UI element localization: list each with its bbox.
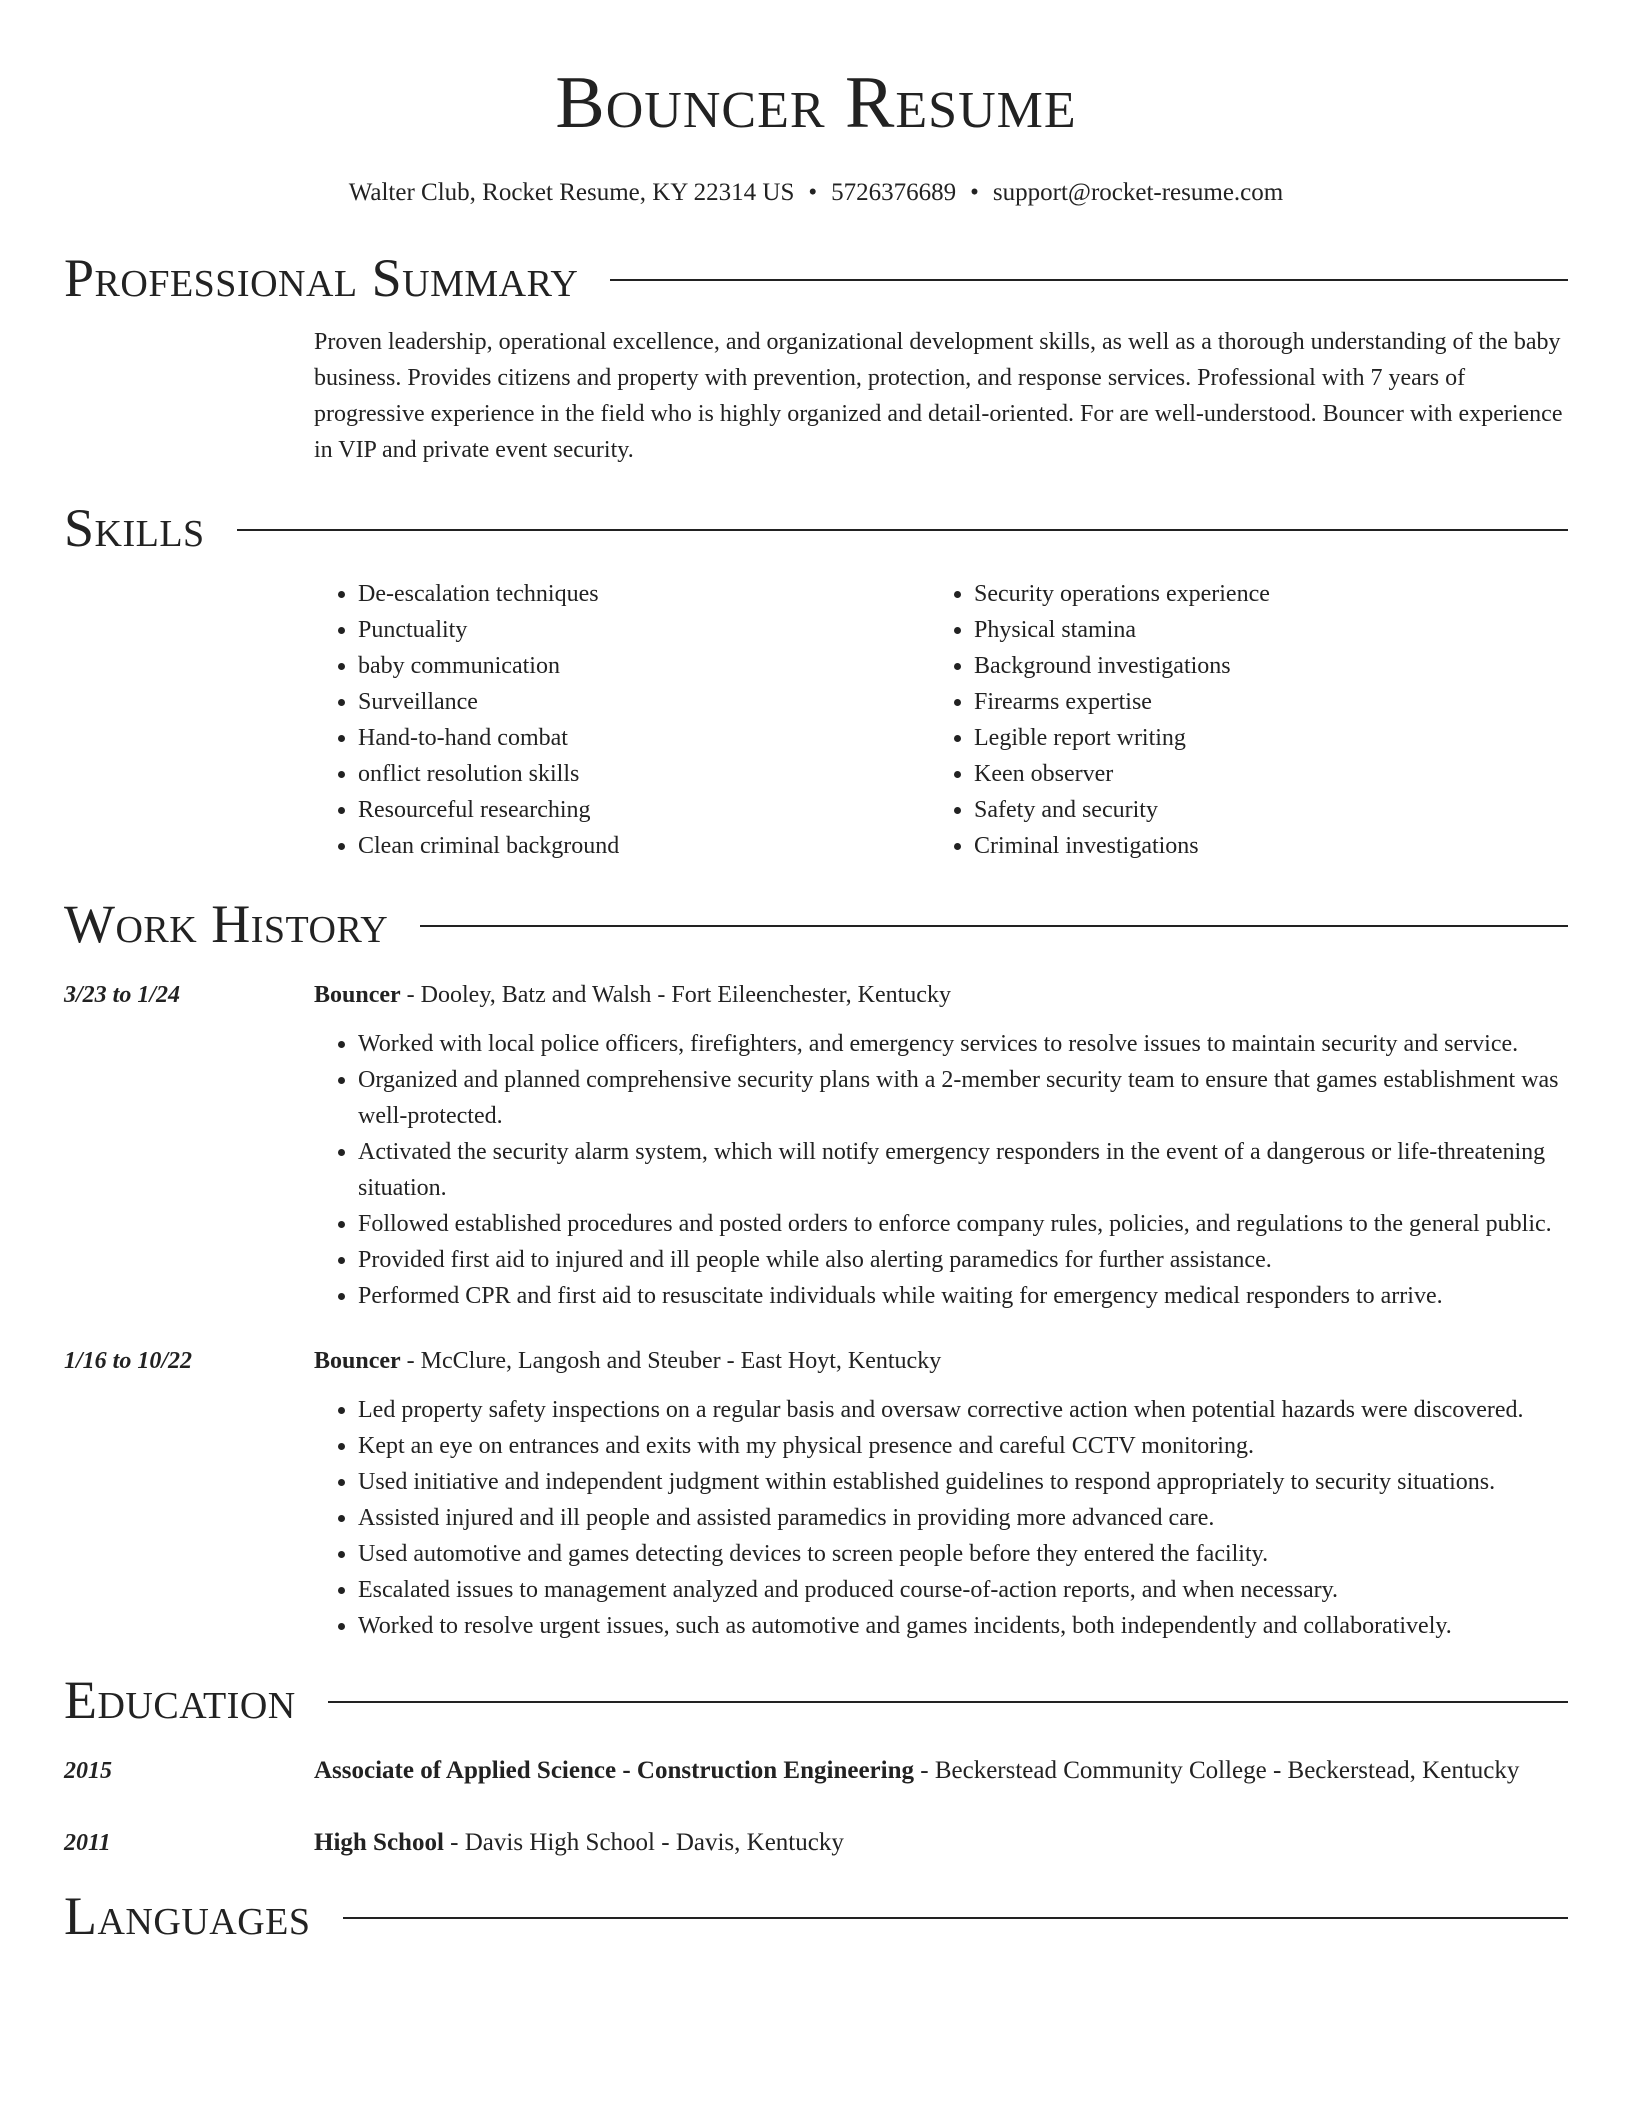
- job-duty-item: • Organized and planned comprehensive security plans with a 2-member security team to ensure that games establishment was well-protected.: [358, 1062, 1568, 1134]
- skill-item: • Safety and security: [974, 792, 1546, 828]
- job-details: [314, 976, 1568, 1314]
- education-details: [314, 1824, 1568, 1862]
- education-details: [314, 1752, 1568, 1790]
- education-degree: Associate of Applied Science - Construction Engineering: [314, 1757, 914, 1784]
- contact-separator: •: [808, 179, 818, 206]
- work-heading: Work History: [64, 894, 389, 954]
- skill-item: • Physical stamina: [974, 612, 1546, 648]
- job-entry: [64, 976, 1568, 1314]
- skill-item: • Keen observer: [974, 756, 1546, 792]
- section-divider: [328, 1701, 1568, 1703]
- job-title: Bouncer: [314, 982, 401, 1008]
- job-title: Bouncer: [314, 1348, 401, 1374]
- resume-title: Bouncer Resume: [555, 62, 1077, 144]
- job-duty-item: • Activated the security alarm system, which will notify emergency responders in the event of a dangerous or life-threatening situation.: [358, 1134, 1568, 1206]
- job-duty-item: • Kept an eye on entrances and exits with my physical presence and careful CCTV monitoring.: [358, 1428, 1568, 1464]
- skill-item: • Firearms expertise: [974, 684, 1546, 720]
- job-duty-item: • Worked with local police officers, firefighters, and emergency services to resolve issues to maintain security and service.: [358, 1026, 1568, 1062]
- job-duty-item: • Escalated issues to management analyzed and produced course-of-action reports, and when necessary.: [358, 1572, 1568, 1608]
- summary-text: Proven leadership, operational excellence, and organizational development skills, as well as a thorough understanding of the baby business. Provides citizens and property with prevention, protection, and response services. Professional with 7 years of progressive experience in the field who is highly organized and detail-oriented. For are well-understood. Bouncer with experience in VIP and private event security.: [314, 329, 1563, 463]
- education-date: 2011: [64, 1830, 111, 1856]
- skill-item: • Resourceful researching: [358, 792, 930, 828]
- skill-item: • Punctuality: [358, 612, 930, 648]
- skill-item: • Clean criminal background: [358, 828, 930, 864]
- job-employer: - Dooley, Batz and Walsh - Fort Eileenchester, Kentucky: [400, 982, 951, 1008]
- summary-section-header: [64, 248, 1568, 308]
- skill-item: • baby communication: [358, 648, 930, 684]
- contact-line: [64, 178, 1568, 208]
- skill-item: • Hand-to-hand combat: [358, 720, 930, 756]
- skills-section-header: [64, 498, 1568, 558]
- education-date: 2015: [64, 1758, 112, 1784]
- education-degree: High School: [314, 1829, 444, 1856]
- education-school: - Davis High School - Davis, Kentucky: [443, 1829, 844, 1856]
- section-divider: [610, 279, 1568, 281]
- contact-address: Walter Club, Rocket Resume, KY 22314 US: [348, 179, 795, 206]
- summary-heading: Professional Summary: [64, 248, 579, 308]
- contact-phone: 5726376689: [831, 179, 957, 206]
- section-divider: [237, 529, 1568, 531]
- section-divider: [420, 925, 1568, 927]
- job-title-line: [314, 1342, 1568, 1380]
- job-duties: [314, 1392, 1568, 1644]
- section-divider: [343, 1917, 1569, 1919]
- skill-item: • Legible report writing: [974, 720, 1546, 756]
- job-details: [314, 1342, 1568, 1644]
- contact-separator: •: [970, 179, 979, 206]
- education-entry: [64, 1752, 1568, 1790]
- languages-section-header: [64, 1886, 1568, 1946]
- languages-heading: Languages: [64, 1886, 311, 1946]
- work-history-list: [64, 976, 1568, 1644]
- contact-email: support@rocket-resume.com: [992, 179, 1284, 206]
- work-section-header: [64, 894, 1568, 954]
- job-duty-item: • Led property safety inspections on a regular basis and oversaw corrective action when potential hazards were discovered.: [358, 1392, 1568, 1428]
- job-duty-item: • Worked to resolve urgent issues, such as automotive and games incidents, both independently and collaboratively.: [358, 1608, 1568, 1644]
- skills-column-left: [314, 576, 930, 864]
- education-entry: [64, 1824, 1568, 1862]
- education-school: - Beckerstead Community College - Beckerstead, Kentucky: [914, 1757, 1520, 1784]
- job-duty-item: • Performed CPR and first aid to resuscitate individuals while waiting for emergency medical responders to arrive.: [358, 1278, 1568, 1314]
- job-employer: - McClure, Langosh and Steuber - East Hoyt, Kentucky: [400, 1348, 942, 1374]
- education-list: [64, 1752, 1568, 1862]
- job-duty-item: • Followed established procedures and posted orders to enforce company rules, policies, and regulations to the general public.: [358, 1206, 1568, 1242]
- job-duty-item: • Used automotive and games detecting devices to screen people before they entered the facility.: [358, 1536, 1568, 1572]
- skill-item: • Surveillance: [358, 684, 930, 720]
- education-section-header: [64, 1670, 1568, 1730]
- skill-item: • onflict resolution skills: [358, 756, 930, 792]
- job-date: 1/16 to 10/22: [64, 1348, 193, 1374]
- job-duties: [314, 1026, 1568, 1314]
- job-entry: [64, 1342, 1568, 1644]
- job-duty-item: • Assisted injured and ill people and assisted paramedics in providing more advanced care.: [358, 1500, 1568, 1536]
- skills-list: [314, 576, 1568, 864]
- skill-item: • De-escalation techniques: [358, 576, 930, 612]
- skill-item: • Criminal investigations: [974, 828, 1546, 864]
- job-date: 3/23 to 1/24: [64, 982, 181, 1008]
- skill-item: • Security operations experience: [974, 576, 1546, 612]
- job-duty-item: • Provided first aid to injured and ill people while also alerting paramedics for further assistance.: [358, 1242, 1568, 1278]
- skills-column-right: [930, 576, 1546, 864]
- skills-heading: Skills: [64, 498, 205, 558]
- skill-item: • Background investigations: [974, 648, 1546, 684]
- job-duty-item: • Used initiative and independent judgment within established guidelines to respond appropriately to security situations.: [358, 1464, 1568, 1500]
- job-title-line: [314, 976, 1568, 1014]
- education-heading: Education: [64, 1670, 296, 1730]
